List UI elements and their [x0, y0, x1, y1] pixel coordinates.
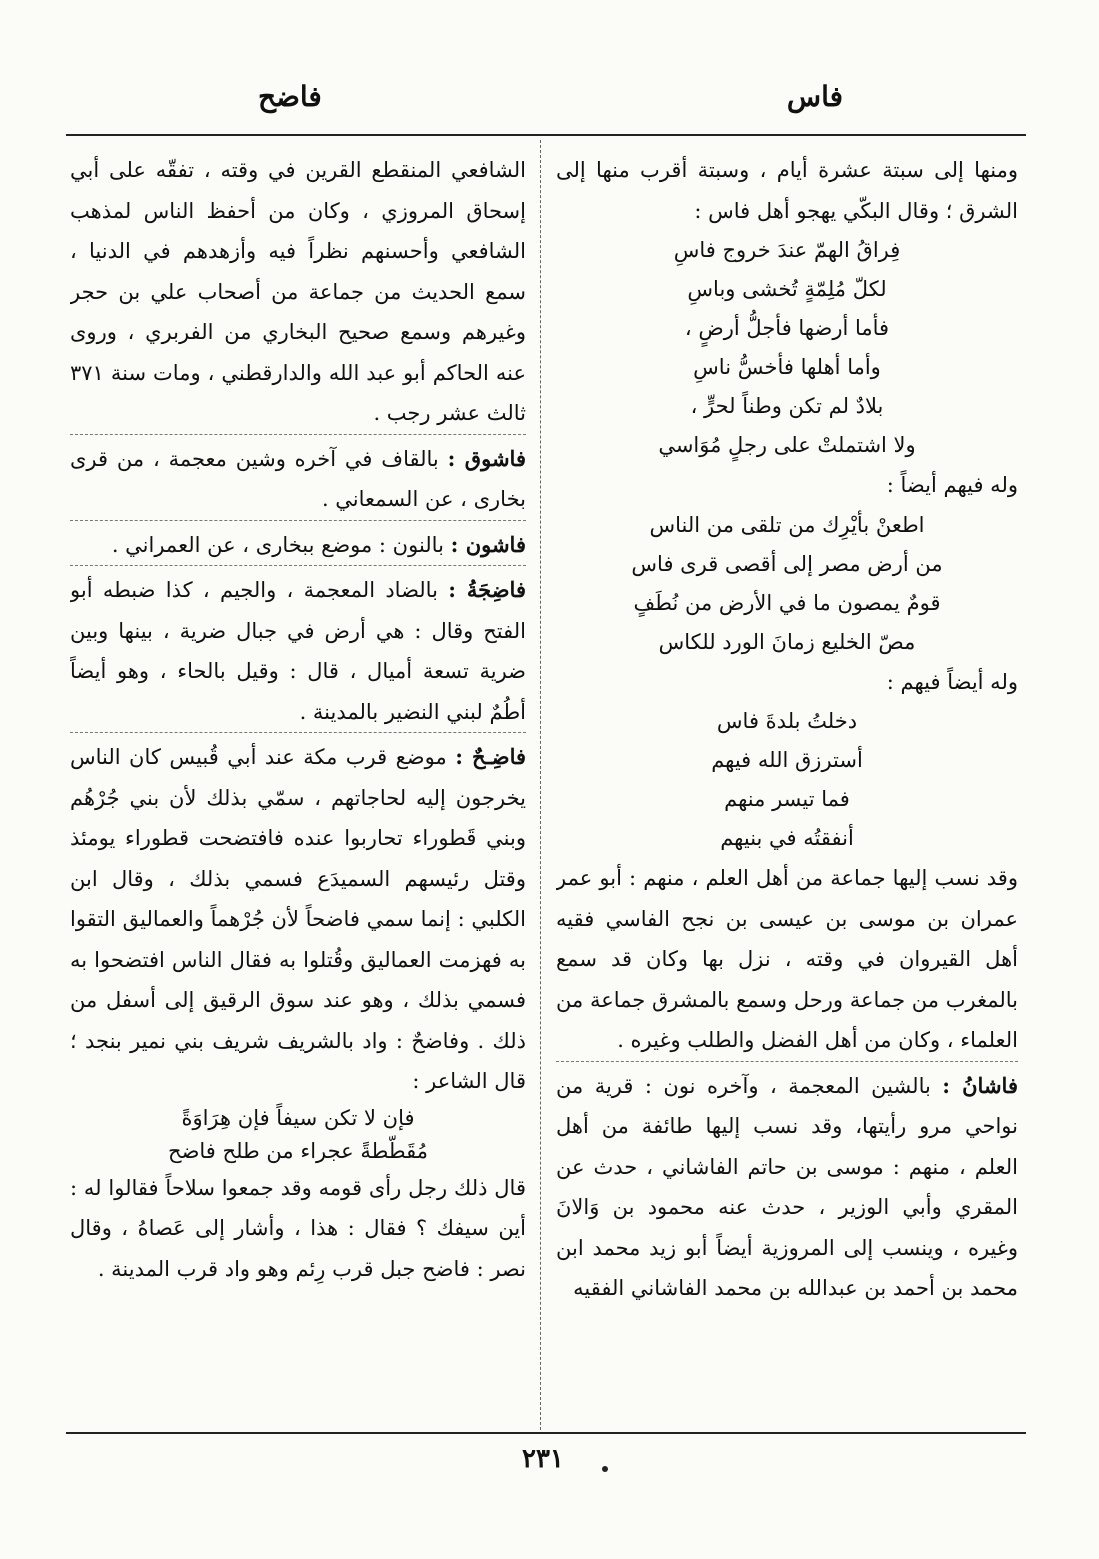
entry-text: بالضاد المعجمة ، والجيم ، كذا ضبطه أبو الفتح وقال : هي أرض في جبال ضرية ، بينها وبين ضرية تسعة أميال ، قال : وقيل بالحاء ، وهو أيضاً أطُمٌ لبني النضير بالمدينة . — [70, 578, 526, 724]
verse: فِراقُ الهمّ عندَ خروج فاسِ — [673, 238, 901, 262]
right-column — [556, 150, 1018, 1425]
paragraph: وقد نسب إليها جماعة من أهل العلم ، منهم : أبو عمر عمران بن موسى بن عيسى بن نجح الفاسي فقيه أهل القيروان في وقته ، نزل بها وكان قد سمع بالمغرب من جماعة ورحل وسمع بالمشرق جماعة من العلماء ، وكان من أهل الفضل والطلب وغيره . — [556, 866, 1018, 1052]
paragraph: وله أيضاً فيهم : — [886, 669, 1018, 694]
verse: بلادٌ لم تكن وطناً لحرٍّ ، — [690, 394, 884, 418]
entry-headword: فاشون : — [450, 531, 526, 557]
poem-itan — [556, 506, 1018, 662]
verse: قومٌ يمصون ما في الأرض من نُطَفٍ — [633, 590, 941, 615]
verse: من أرض مصر إلى أقصى قرى فاس — [631, 551, 943, 576]
footer-rule — [66, 1432, 1026, 1434]
page-number: ٢٣١ — [522, 1444, 564, 1474]
verse: لكلّ مُلِمّةٍ تُخشى وباسِ — [687, 277, 887, 301]
column-divider — [540, 140, 541, 1430]
verse: مُقَطّطةً عجراء من طلح فاضح — [168, 1138, 428, 1163]
paragraph: قال ذلك رجل رأى قومه وقد جمعوا سلاحاً فقالوا له : أين سيفك ؟ فقال : هذا ، وأشار إلى عَصاهُ ، وقال نصر : فاضح جبل قرب رِئم وهو واد قرب المدينة . — [70, 1175, 526, 1281]
verse: ولا اشتملتْ على رجلٍ مُوَاسي — [658, 433, 916, 457]
verse: فأما أرضها فأجلُّ أرضٍ ، — [684, 316, 890, 340]
verse: دخلتُ بلدةَ فاس — [716, 709, 858, 733]
ink-dot — [602, 1466, 608, 1472]
entry-headword: فاشانُ : — [942, 1072, 1018, 1098]
paragraph: وله فيهم أيضاً : — [886, 473, 1018, 497]
entry-headword: فاضِجَةُ : — [448, 577, 526, 602]
header-rule — [66, 134, 1026, 136]
verse: فإن لا تكن سيفاً فإن هِرَاوَةً — [181, 1105, 415, 1130]
left-column — [70, 150, 526, 1425]
entry-text: موضع قرب مكة عند أبي قُبيس كان الناس يخرجون إليه لحاجاتهم ، سمّي بذلك لأن بني جُرْهُم وبني قَطوراء تحاربوا عنده فافتضحت قطوراء يومئذ وقتل رئيسهم السميدَع فسمي بذلك ، وقال ابن الكلبي : إنما سمي فاضحاً لأن جُرْهماً والعماليق التقوا به فهزمت العماليق وقُتلوا به فقال الناس افتضحوا به فسمي بذلك ، وهو عند سوق الرقيق إلى أسفل من ذلك . وفاضحٌ : واد بالشريف شريف بني نمير بنجد ؛ قال الشاعر : — [70, 745, 526, 1093]
page-header-right: فاس — [786, 80, 843, 113]
verse: اطعنْ بأيْرِك من تلقى من الناس — [649, 512, 925, 537]
entry-headword: فاشوق : — [447, 445, 526, 471]
poem-hirawa — [70, 1102, 526, 1168]
verse: فما تيسر منهم — [724, 787, 850, 811]
entry-fadih — [70, 732, 526, 1102]
entry-text: بالنون : موضع ببخارى ، عن العمراني . — [111, 532, 444, 557]
entry-fashun — [70, 520, 526, 566]
verse: مصّ الخليع زمانَ الورد للكاس — [658, 629, 916, 654]
entry-fashan — [556, 1061, 1018, 1309]
verse: أسترزق الله فيهم — [711, 748, 863, 772]
page-header-left: فاضح — [258, 80, 322, 113]
verse: أنفقتُه في بنيهم — [720, 826, 854, 850]
entry-headword: فاضِـحٌ : — [455, 744, 526, 769]
paragraph: ومنها إلى سبتة عشرة أيام ، وسبتة أقرب منها إلى الشرق ؛ وقال البكّي يهجو أهل فاس : — [556, 158, 1018, 223]
paragraph: الشافعي المنقطع القرين في وقته ، تفقّه على أبي إسحاق المروزي ، وكان من أحفظ الناس لمذهب الشافعي وأحسنهم نظراً فيه وأزهدهم في الدنيا ، سمع الحديث من جماعة من أصحاب علي بن حجر وغيرهم وسمع صحيح البخاري من الفربري ، وروى عنه الحاكم أبو عبد الله والدارقطني ، ومات سنة ٣٧١ ثالث عشر رجب . — [70, 158, 526, 425]
verse: وأما أهلها فأخسُّ ناسِ — [693, 355, 881, 379]
poem-fiqrak — [556, 231, 1018, 465]
entry-text: بالشين المعجمة ، وآخره نون : قرية من نواحي مرو رأيتها، وقد نسب إليها طائفة من أهل العلم ، منهم : موسى بن حاتم الفاشاني ، حدث عن المقري وأبي الوزير ، حدث عنه محمود بن وَالانَ وغيره ، وينسب إلى المروزية أيضاً أبو زيد محمد ابن محمد بن أحمد بن عبدالله بن محمد الفاشاني الفقيه — [556, 1073, 1018, 1300]
entry-fashuq — [70, 434, 526, 520]
entry-text: بالقاف في آخره وشين معجمة ، من قرى بخارى ، عن السمعاني . — [70, 446, 526, 511]
entry-fadija — [70, 565, 526, 732]
poem-dakhalt — [556, 702, 1018, 858]
